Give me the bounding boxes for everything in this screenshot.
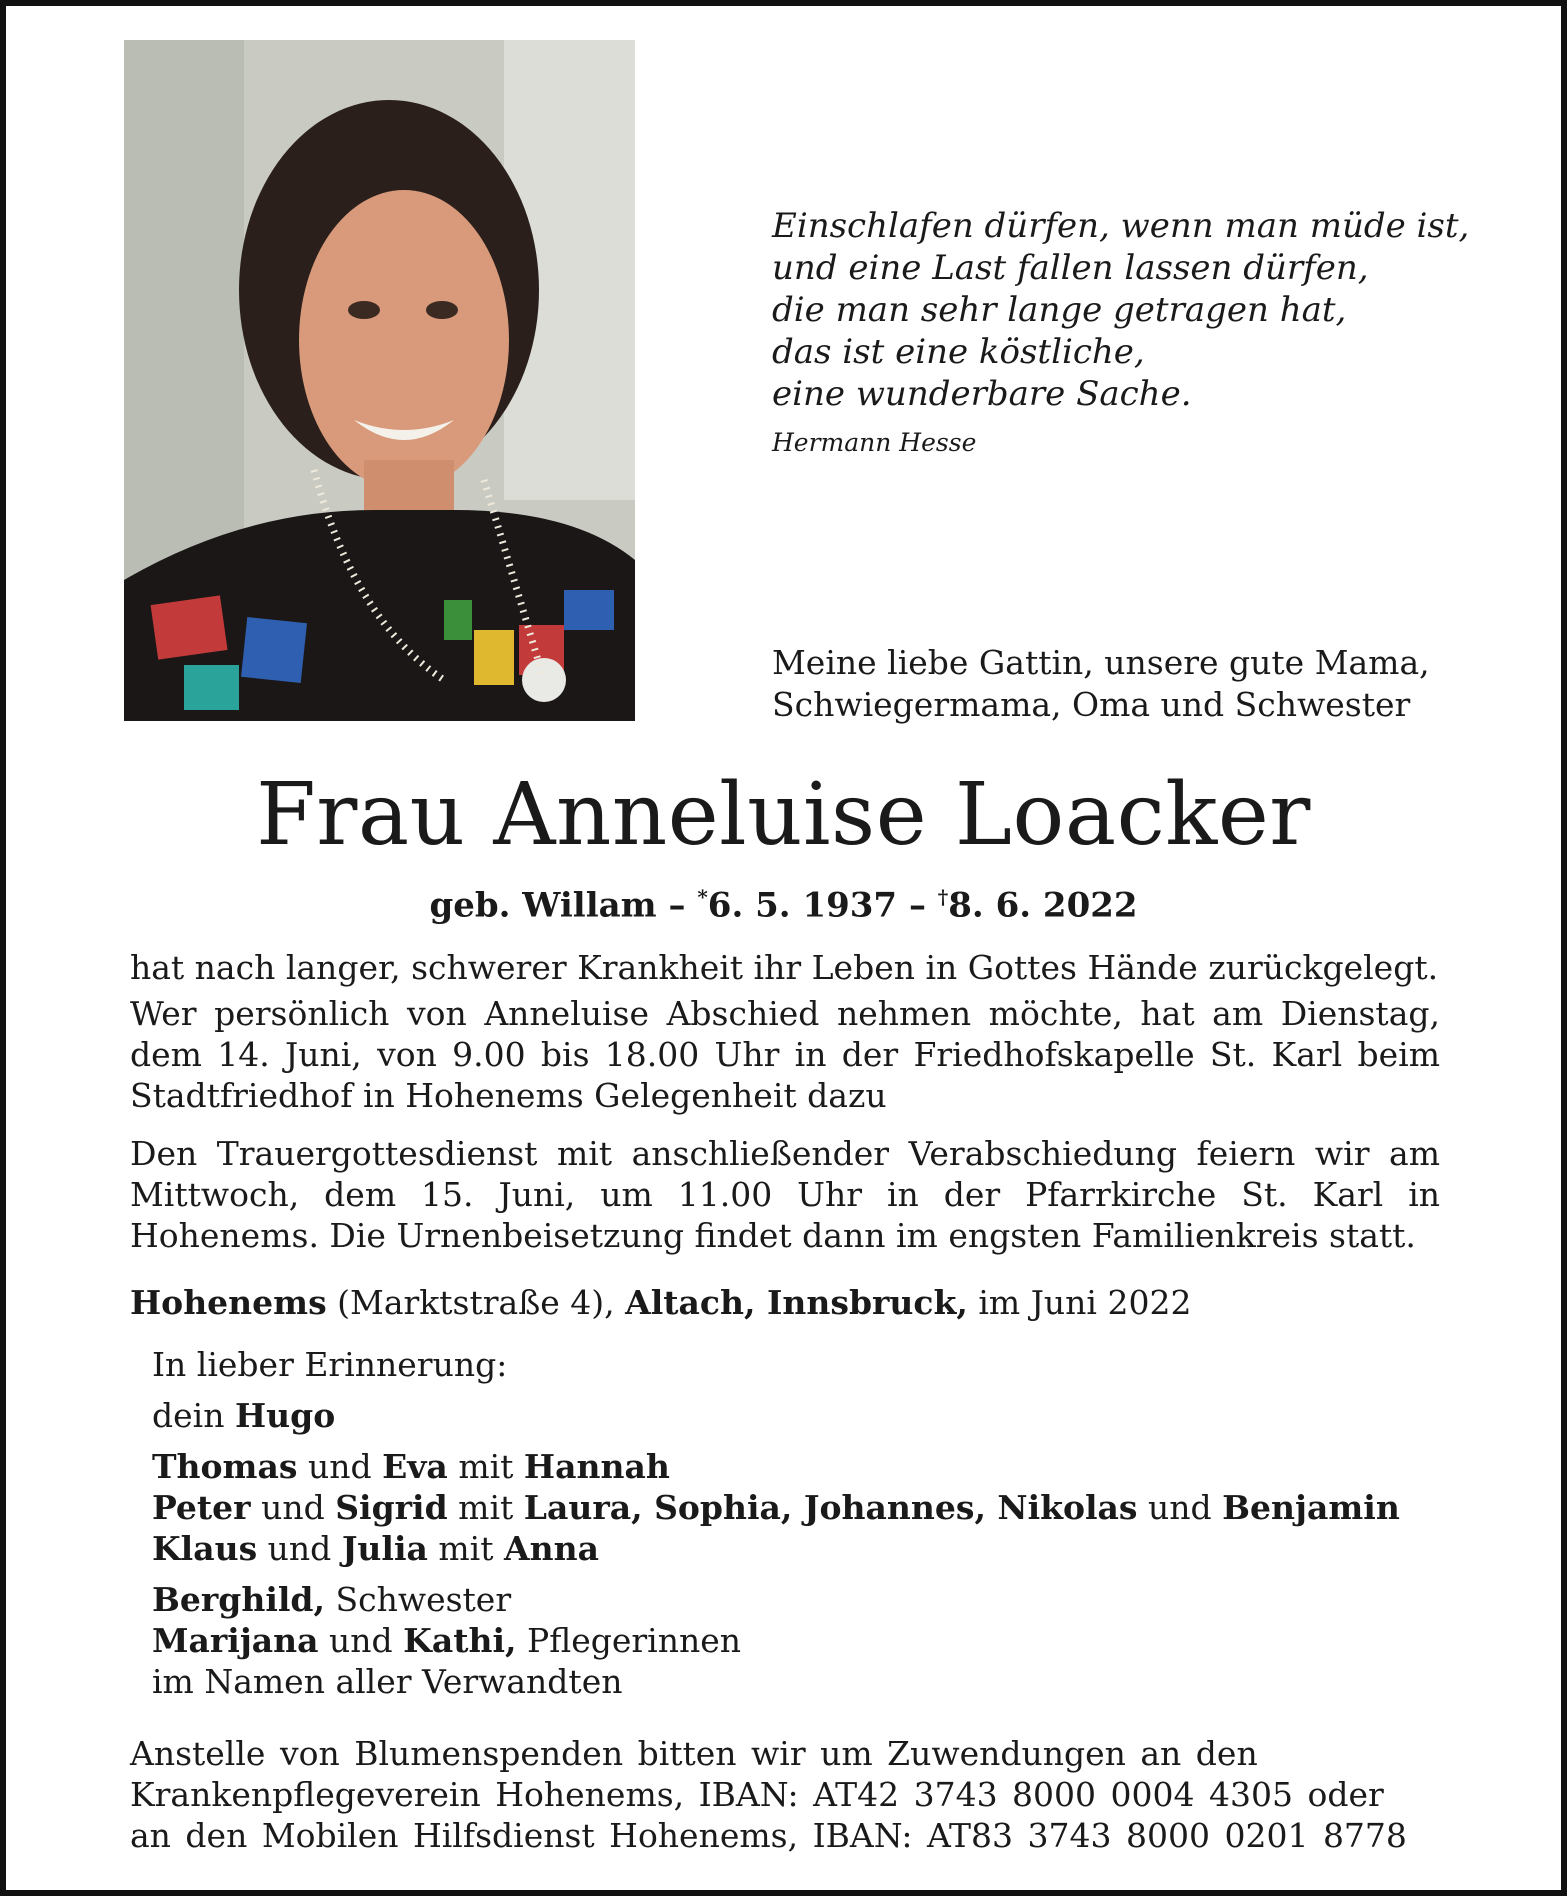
died-symbol: †	[937, 885, 949, 909]
mourner-name: Hannah	[523, 1447, 670, 1486]
paragraph-passing: hat nach langer, schwerer Krankheit ihr Leben in Gottes Hände zurückgelegt.	[130, 948, 1439, 987]
mourner-line	[152, 1446, 1400, 1487]
mourner-name: Thomas	[152, 1447, 298, 1486]
mourner-name: Berghild,	[152, 1580, 325, 1619]
text: Pflegerinnen	[527, 1621, 742, 1660]
mourner-name: Anna	[503, 1529, 599, 1568]
portrait-photo	[124, 40, 635, 721]
text: dein	[152, 1396, 225, 1435]
donation-line: Anstelle von Blumenspenden bitten wir um Zuwendungen an den	[130, 1734, 1258, 1773]
text: und	[1148, 1488, 1212, 1527]
mourner-line	[152, 1579, 1400, 1620]
text: mit	[438, 1529, 494, 1568]
mourner-name: Julia	[341, 1529, 428, 1568]
born-symbol: *	[697, 885, 708, 909]
mourner-name: Marijana	[152, 1621, 319, 1660]
mourner-line	[152, 1487, 1400, 1528]
relatives-line: im Namen aller Verwandten	[152, 1662, 623, 1701]
intro-line: Schwiegermama, Oma und Schwester	[772, 685, 1411, 724]
mourner-name: Klaus	[152, 1529, 258, 1568]
donation-line: Krankenpflegeverein Hohenems, IBAN: AT42 3743 8000 0004 4305 oder	[130, 1775, 1384, 1814]
text: und	[307, 1447, 372, 1486]
place-city: Hohenems	[130, 1283, 327, 1322]
mourner-name: Kathi,	[403, 1621, 517, 1660]
intro-line: Meine liebe Gattin, unsere gute Mama,	[772, 643, 1430, 682]
mourner-line	[152, 1620, 1400, 1661]
mourner-name: Laura, Sophia, Johannes, Nikolas	[523, 1488, 1138, 1527]
died-date: 8. 6. 2022	[948, 885, 1138, 926]
mourner-name: Benjamin	[1222, 1488, 1400, 1527]
place-date-line	[130, 1282, 1191, 1323]
quote-line: das ist eine köstliche,	[772, 332, 1145, 372]
quote-line: Einschlafen dürfen, wenn man müde ist,	[772, 206, 1470, 246]
intro-text	[772, 642, 1430, 726]
place-date: im Juni 2022	[978, 1283, 1192, 1322]
text: und	[261, 1488, 325, 1527]
place-others: Altach, Innsbruck,	[625, 1283, 968, 1322]
quote-line: die man sehr lange getragen hat,	[772, 290, 1347, 330]
dash: –	[668, 885, 686, 926]
quote-author: Hermann Hesse	[772, 428, 977, 457]
text: und	[267, 1529, 332, 1568]
birth-name: geb. Willam	[429, 885, 657, 926]
text: und	[329, 1621, 393, 1660]
mourner-line	[152, 1528, 1400, 1569]
life-dates	[0, 875, 1567, 927]
paragraph-funeral: Den Trauergottesdienst mit anschließender Verabschiedung feiern wir am Mittwoch, dem 15. Juni, um 11.00 Uhr in der Pfarrkirche St. Karl in Hohenems. Die Urnenbeisetzung findet dann im engsten Familienkreis statt.	[130, 1134, 1440, 1255]
donation-line: an den Mobilen Hilfsdienst Hohenems, IBAN: AT83 3743 8000 0201 8778	[130, 1816, 1407, 1855]
place-address: (Marktstraße 4),	[337, 1283, 615, 1322]
mourner-name: Sigrid	[335, 1488, 448, 1527]
mourners-list	[152, 1344, 1400, 1702]
mourner-name: Peter	[152, 1488, 251, 1527]
dash: –	[908, 885, 926, 926]
quote-line: und eine Last fallen lassen dürfen,	[772, 248, 1369, 288]
remembrance-heading: In lieber Erinnerung:	[152, 1345, 508, 1384]
text: Schwester	[335, 1580, 512, 1619]
donation-note	[130, 1733, 1407, 1856]
quote-line: eine wunderbare Sache.	[772, 374, 1192, 414]
hesse-quote	[772, 205, 1469, 463]
paragraph-viewing: Wer persönlich von Anneluise Abschied nehmen möchte, hat am Dienstag, dem 14. Juni, von 9.00 bis 18.00 Uhr in der Friedhofskapelle St. Karl beim Stadtfriedhof in Hohenems Gelegenheit dazu	[130, 994, 1440, 1115]
text: mit	[458, 1447, 514, 1486]
deceased-name: Frau Anneluise Loacker	[256, 765, 1311, 865]
born-date: 6. 5. 1937	[707, 885, 898, 926]
mourner-name: Eva	[382, 1447, 448, 1486]
mourner-line	[152, 1395, 1400, 1436]
mourner-name: Hugo	[234, 1396, 336, 1435]
text: mit	[458, 1488, 514, 1527]
